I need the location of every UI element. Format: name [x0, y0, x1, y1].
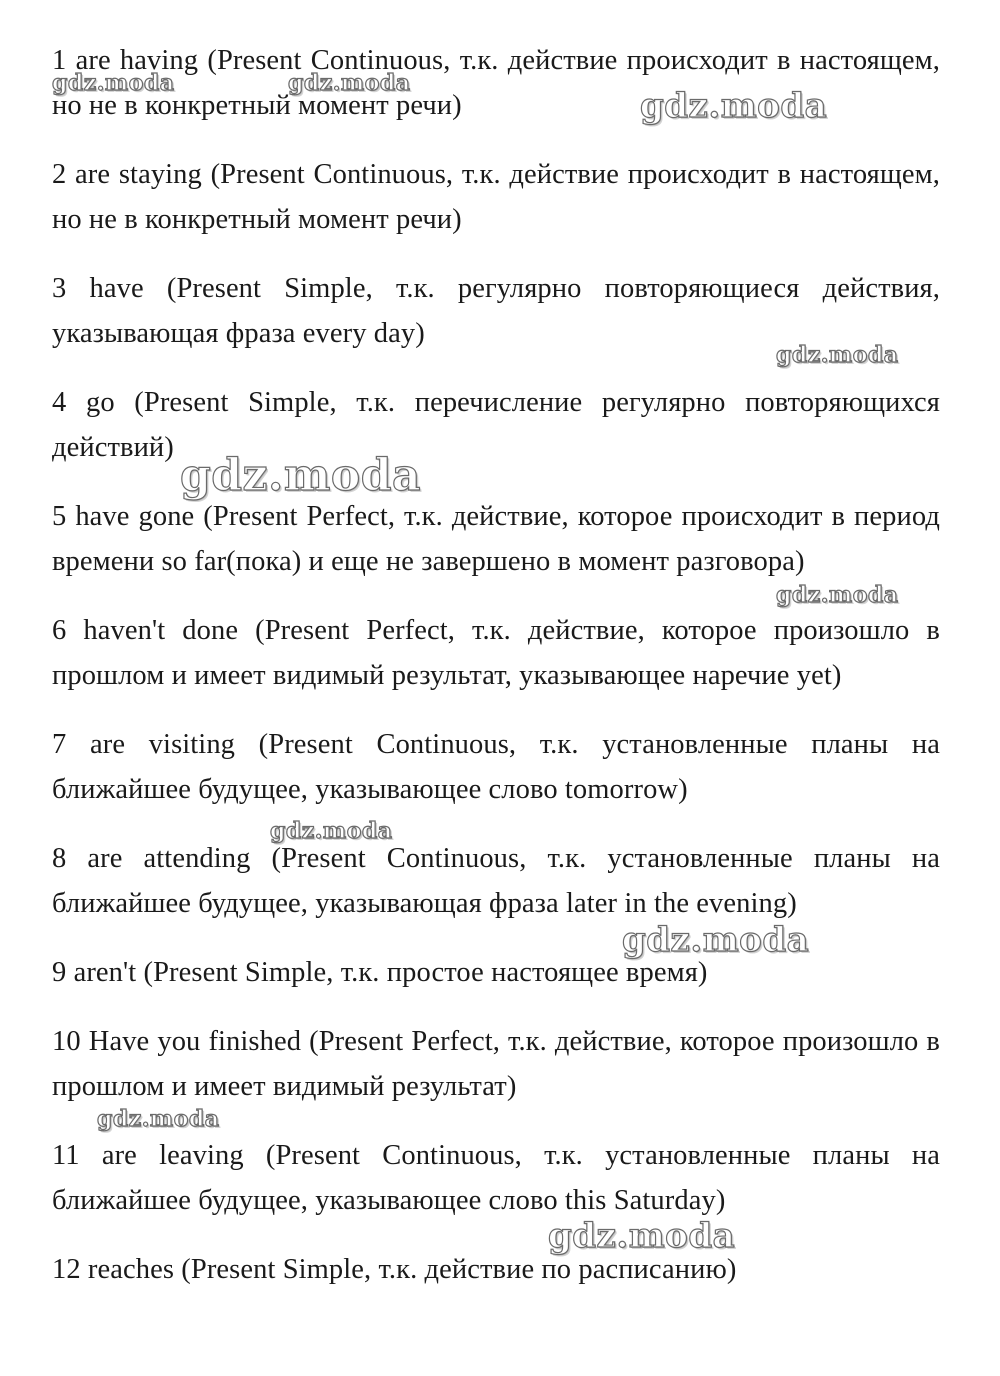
watermark: gdz.moda: [776, 582, 899, 608]
answer-5: 5 have gone (Present Perfect, т.к. действие, которое происходит в период времени so far(пока) и еще не завершено в момент разговора): [52, 501, 940, 577]
watermark: gdz.moda: [548, 1216, 736, 1256]
answer-12: 12 reaches (Present Simple, т.к. действие по расписанию): [52, 1254, 737, 1285]
watermark: gdz.moda: [622, 920, 810, 960]
watermark: gdz.moda: [640, 86, 828, 126]
answer-9: 9 aren't (Present Simple, т.к. простое настоящее время): [52, 957, 708, 988]
answer-4: 4 go (Present Simple, т.к. перечисление регулярно повторяющихся действий): [52, 387, 940, 463]
watermark: gdz.moda: [97, 1106, 220, 1132]
answer-3: 3 have (Present Simple, т.к. регулярно повторяющиеся действия, указывающая фраза every day): [52, 273, 940, 349]
watermark: gdz.moda: [288, 70, 411, 96]
watermark: gdz.moda: [180, 450, 422, 501]
answer-8: 8 are attending (Present Continuous, т.к. установленные планы на ближайшее будущее, указывающая фраза later in the evening): [52, 843, 940, 919]
answer-1: 1 are having (Present Continuous, т.к. действие происходит в настоящем, но не в конкретный момент речи): [52, 45, 940, 121]
answer-6: 6 haven't done (Present Perfect, т.к. действие, которое произошло в прошлом и имеет видимый результат, указывающее наречие yet): [52, 615, 940, 691]
answer-10: 10 Have you finished (Present Perfect, т.к. действие, которое произошло в прошлом и имеет видимый результат): [52, 1026, 940, 1102]
answer-11: 11 are leaving (Present Continuous, т.к. установленные планы на ближайшее будущее, указывающее слово this Saturday): [52, 1140, 940, 1216]
watermark: gdz.moda: [270, 818, 393, 844]
answers-document: [52, 38, 940, 1316]
answer-7: 7 are visiting (Present Continuous, т.к. установленные планы на ближайшее будущее, указывающее слово tomorrow): [52, 729, 940, 805]
watermark: gdz.moda: [52, 70, 175, 96]
answer-2: 2 are staying (Present Continuous, т.к. действие происходит в настоящем, но не в конкретный момент речи): [52, 159, 940, 235]
watermark: gdz.moda: [776, 342, 899, 368]
